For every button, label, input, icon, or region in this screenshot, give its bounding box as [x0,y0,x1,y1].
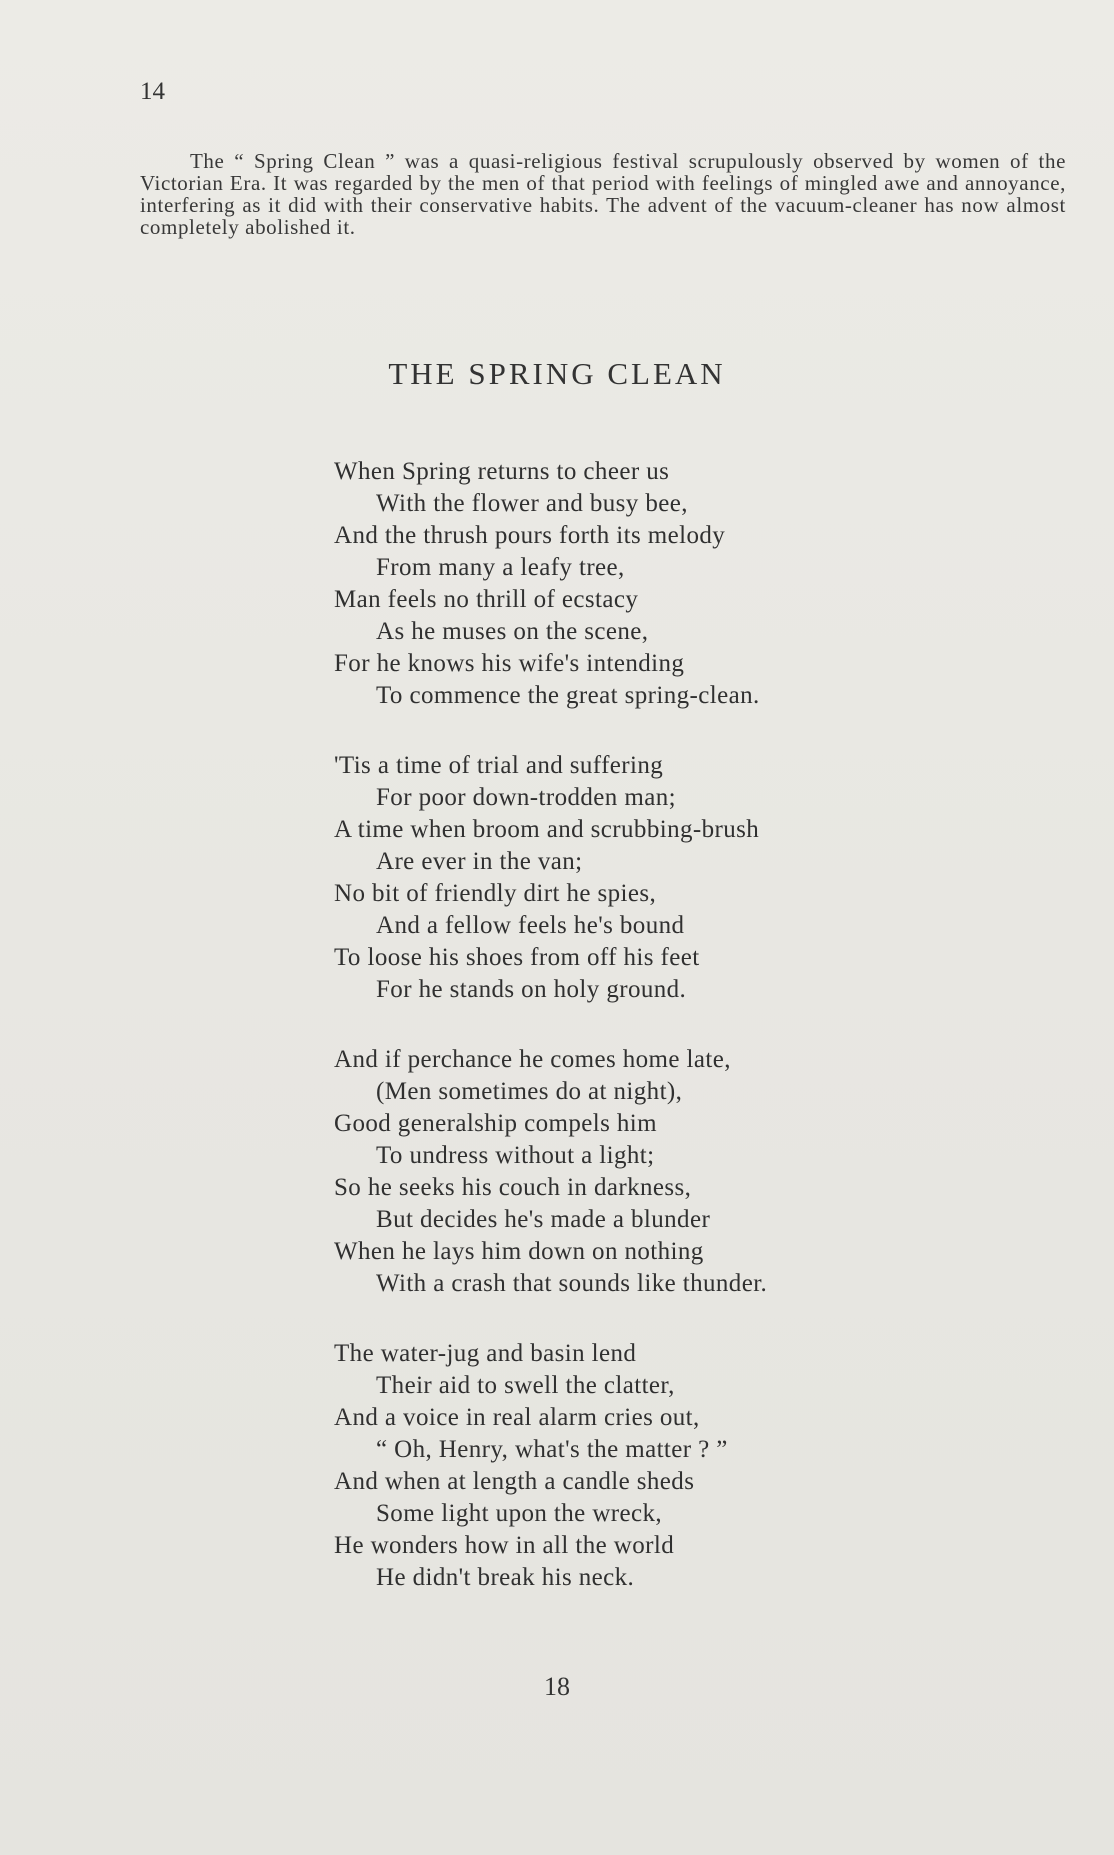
poem-line: 'Tis a time of trial and suffering [334,752,664,779]
stanza-4 [334,1338,974,1594]
poem-line: Some light upon the wreck, [376,1500,663,1527]
poem-line: The water-jug and basin lend [334,1340,637,1367]
poem-line: But decides he's made a blunder [376,1206,711,1233]
poem-line: No bit of friendly dirt he spies, [334,880,657,907]
poem-line: He wonders how in all the world [334,1532,675,1559]
poem-line: And a fellow feels he's bound [376,912,685,939]
poem-line: And a voice in real alarm cries out, [334,1404,700,1431]
poem-line: When he lays him down on nothing [334,1238,704,1265]
poem-line: And the thrush pours forth its melody [334,522,726,549]
poem-line: And if perchance he comes home late, [334,1046,731,1073]
poem-body [334,456,974,1632]
poem-line: So he seeks his couch in darkness, [334,1174,692,1201]
poem-line: When Spring returns to cheer us [334,458,670,485]
poem-line: To loose his shoes from off his feet [334,944,700,971]
stanza-1 [334,456,974,712]
poem-line: For poor down-trodden man; [376,784,676,811]
poem-line: Their aid to swell the clatter, [376,1372,675,1399]
poem-line: To undress without a light; [376,1142,655,1169]
poem-line: From many a leafy tree, [376,554,625,581]
stanza-3 [334,1044,974,1300]
intro-note [140,150,1066,238]
poem-line: “ Oh, Henry, what's the matter ? ” [376,1436,728,1463]
poem-line: As he muses on the scene, [376,618,649,645]
poem-line: To commence the great spring-clean. [376,682,760,709]
poem-line: For he stands on holy ground. [376,976,687,1003]
poem-line: With the flower and busy bee, [376,490,688,517]
poem-line: And when at length a candle sheds [334,1468,695,1495]
poem-line: He didn't break his neck. [376,1564,635,1591]
poem-line: Good generalship compels him [334,1110,657,1137]
page-number-top: 14 [140,78,165,105]
poem-title: THE SPRING CLEAN [388,356,726,391]
poem-line: Man feels no thrill of ecstacy [334,586,639,613]
poem-line: (Men sometimes do at night), [376,1078,683,1105]
poem-line: With a crash that sounds like thunder. [376,1270,768,1297]
page-number-bottom: 18 [544,1672,570,1701]
poem-line: For he knows his wife's intending [334,650,685,677]
poem-line: A time when broom and scrubbing-brush [334,816,760,843]
intro-paragraph: The “ Spring Clean ” was a quasi-religious festival scrupulously observed by women of the Victorian Era. It was regarded by the men of that period with feelings of mingled awe and annoyance, interfering as it did with their conservative habits. The advent of the vacuum-cleaner has now almost completely abolished it. [140,149,1066,239]
stanza-2 [334,750,974,1006]
poem-line: Are ever in the van; [376,848,583,875]
